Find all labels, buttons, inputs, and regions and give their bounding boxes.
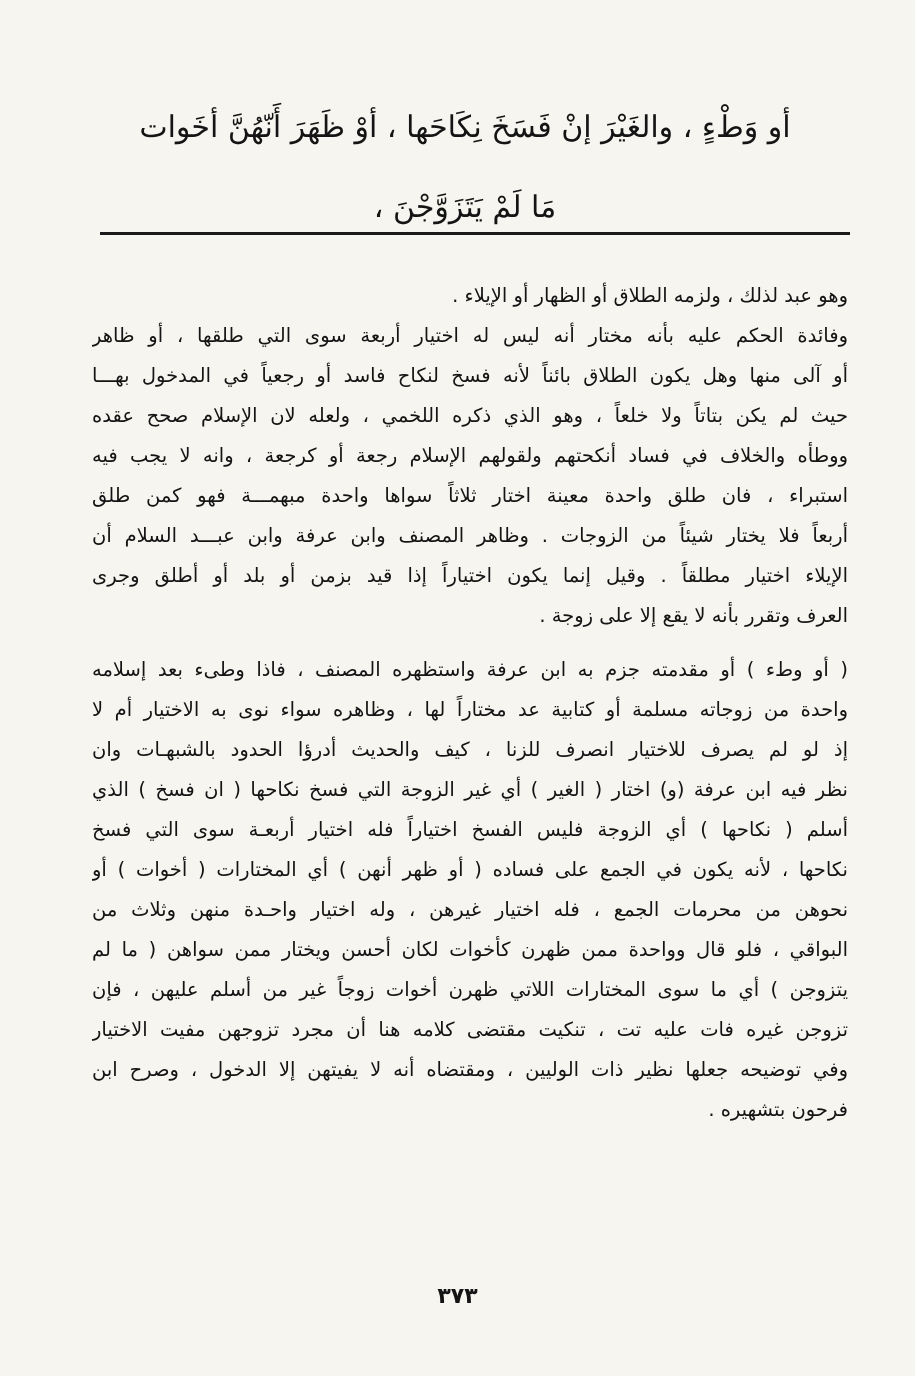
text-line: البواقي ، فلو قال وواحدة ممن ظهرن كأخوات لكان أحسن ويختار ممن سواهن ( ما لم [92, 938, 848, 961]
text-line: واحدة من زوجاته مسلمة أو كتابية عد مختاراً لها ، وظاهره سواء نوى به الاختيار أم لا [92, 698, 848, 721]
text-line: الإيلاء اختيار مطلقاً . وقيل إنما يكون اختياراً إذا قيد بزمن أو بلد أو أطلق وجرى [92, 564, 848, 587]
text-line: وفائدة الحكم عليه بأنه مختار أنه ليس له اختيار أربعة سوى التي طلقها ، أو ظاهر [92, 324, 848, 347]
matn-line: أو وَطْءٍ ، والغَيْرَ إنْ فَسَخَ نِكَاحَها ، أوْ ظَهَرَ أَنّهُنَّ أخَوات [139, 110, 791, 145]
text-line: فرحون بتشهيره . [708, 1098, 848, 1121]
text-line: أو آلى منها وهل يكون الطلاق بائناً لأنه فسخ لنكاح فاسد أو رجعياً في المدخول بهـــا [92, 364, 848, 387]
text-line: وهو عبد لذلك ، ولزمه الطلاق أو الظهار أو الإيلاء . [452, 284, 848, 307]
text-line: ووطأه والخلاف في فساد أنكحتهم ولقولهم الإسلام رجعة أو كرجعة ، وانه لا يجب فيه [92, 444, 848, 467]
text-line: العرف وتقرر بأنه لا يقع إلا على زوجة . [539, 604, 848, 627]
text-line: نظر فيه ابن عرفة (و) اختار ( الغير ) أي غير الزوجة التي فسخ نكاحها ( ان فسخ ) الذي [92, 778, 848, 801]
text-line: حيث لم يكن بتاتاً ولا خلعاً ، وهو الذي ذكره اللخمي ، ولعله لان الإسلام صحح عقده [92, 404, 848, 427]
matn-line: مَا لَمْ يَتَزَوَّجْنَ ، [373, 190, 557, 225]
text-line: يتزوجن ) أي ما سوى المختارات اللاتي ظهرن أخوات زوجاً غير من أسلم عليهن ، فإن [92, 978, 848, 1001]
text-line: إذ لو لم يصرف للاختيار انصرف للزنا ، كيف والحديث أدرؤا الحدود بالشبهـات وان [92, 738, 848, 761]
paragraph [92, 650, 848, 1130]
text-line: وفي توضيحه جعلها نظير ذات الوليين ، ومقتضاه أنه لا يفيتهن إلا الدخول ، وصرح ابن [92, 1058, 848, 1081]
page-number: ٣٧٣ [437, 1284, 478, 1309]
text-line: استبراء ، فان طلق واحدة معينة اختار ثلاثاً سواها واحدة مبهمـــة فهو كمن طلق [92, 484, 848, 507]
paragraph-gap [92, 636, 848, 650]
text-line: أسلم ( نكاحها ) أي الزوجة فليس الفسخ اختياراً فله اختيار أربعـة سوى التي فسخ [92, 818, 848, 841]
commentary-text [92, 276, 848, 1130]
text-line: نحوهن من محرمات الجمع ، فله اختيار غيرهن ، وله اختيار واحـدة منهن وثلاث من [92, 898, 848, 921]
text-line: أربعاً فلا يختار شيئاً من الزوجات . وظاهر المصنف وابن عرفة وابن عبـــد السلام أن [92, 524, 848, 547]
separator-rule [100, 232, 850, 235]
text-line: نكاحها ، لأنه يكون في الجمع على فساده ( أو ظهر أنهن ) أي المختارات ( أخوات ) أو [92, 858, 848, 881]
text-line: تزوجن غيره فات عليه تت ، تنكيت مقتضى كلامه هنا أن مجرد تزوجهن مفيت الاختيار [92, 1018, 848, 1041]
paragraph [92, 316, 848, 636]
paragraph [92, 276, 848, 316]
text-line: ( أو وطء ) أو مقدمته جزم به ابن عرفة واستظهره المصنف ، فاذا وطىء بعد إسلامه [92, 658, 848, 681]
matn-text [70, 88, 860, 248]
